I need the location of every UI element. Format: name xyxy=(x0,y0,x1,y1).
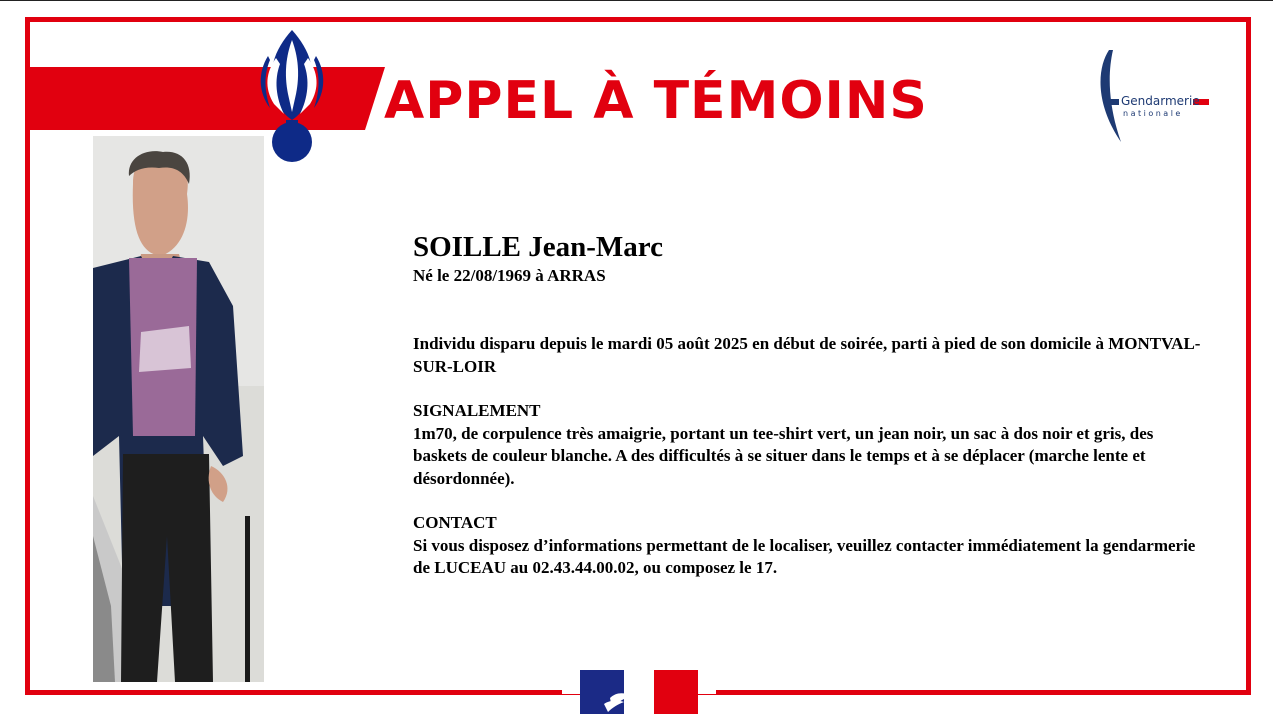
person-name: SOILLE Jean-Marc xyxy=(413,231,663,263)
contact-heading: CONTACT xyxy=(413,513,497,532)
person-photo xyxy=(93,136,264,682)
contact-text: Si vous disposez d’informations permettant de le localiser, veuillez contacter immédiatement la gendarmerie de LUCEAU au 02.43.44.00.02, ou composez le 17. xyxy=(413,535,1196,577)
marianne-republique-logo xyxy=(580,670,698,714)
birth-info: Né le 22/08/1969 à ARRAS xyxy=(413,266,606,285)
notice-content xyxy=(413,229,1203,580)
disappearance-text: Individu disparu depuis le mardi 05 août 2025 en début de soirée, parti à pied de son domicile à MONTVAL-SUR-LOIR xyxy=(413,334,1201,376)
logo-subtitle: nationale xyxy=(1123,109,1183,118)
top-edge-line xyxy=(0,0,1273,1)
logo-wordmark: Gendarmerie xyxy=(1121,94,1200,108)
page-title: APPEL À TÉMOINS xyxy=(384,71,928,131)
description-text: 1m70, de corpulence très amaigrie, portant un tee-shirt vert, un jean noir, un sac à dos noir et gris, des baskets de couleur blanche. A des difficultés à se situer dans le temps et à se déplacer (marche lente et désordonnée). xyxy=(413,423,1154,488)
description-heading: SIGNALEMENT xyxy=(413,401,541,420)
red-banner xyxy=(30,67,385,130)
grenade-flame-icon xyxy=(256,28,328,164)
